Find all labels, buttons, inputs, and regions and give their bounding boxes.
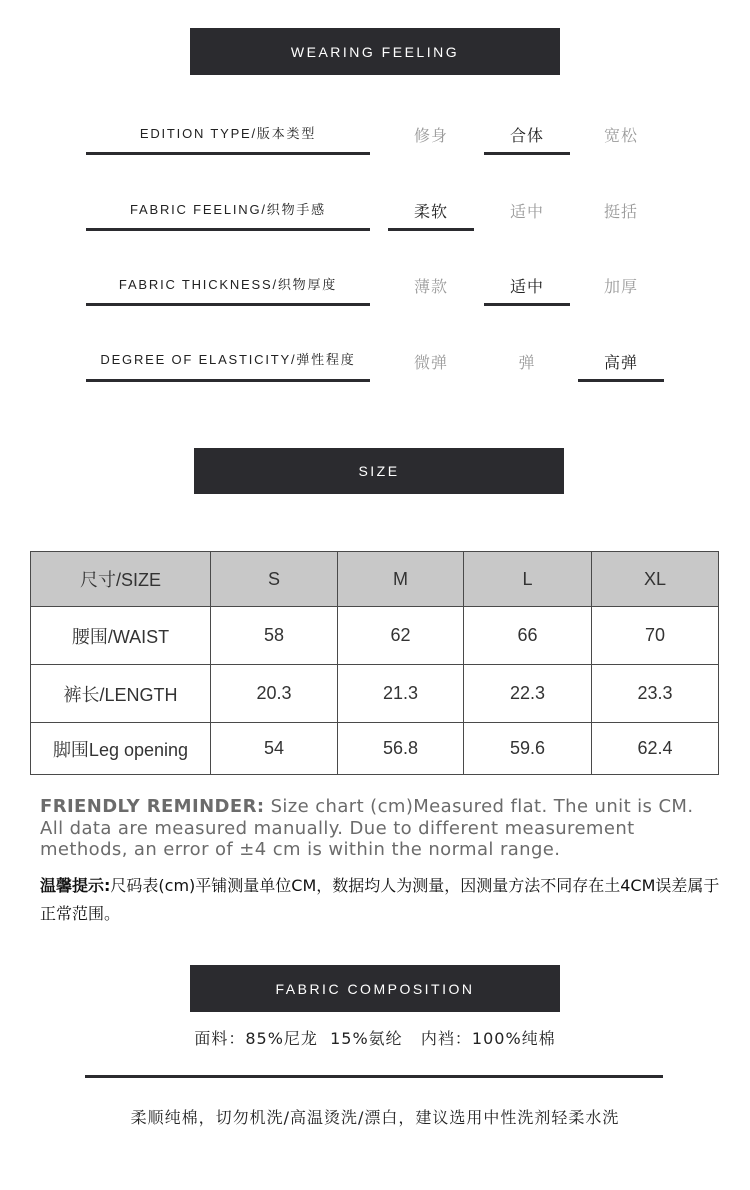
table-row <box>31 665 719 723</box>
size-cell: 70 <box>592 607 719 665</box>
size-cell: 23.3 <box>592 665 719 723</box>
feeling-option: 挺括 <box>603 202 638 221</box>
feeling-label-edition-type: EDITION TYPE/版本类型 <box>139 126 317 141</box>
feeling-underline <box>86 152 370 155</box>
table-row <box>31 723 719 775</box>
table-row <box>31 607 719 665</box>
size-cell: 21.3 <box>338 665 464 723</box>
chinese-reminder <box>40 872 720 928</box>
selected-option-underline <box>484 152 570 155</box>
size-cell: 66 <box>464 607 592 665</box>
size-row-label: 脚围Leg opening <box>31 723 211 775</box>
size-table <box>30 551 719 775</box>
feeling-underline <box>86 379 370 382</box>
care-instructions: 柔顺纯棉，切勿机洗/高温烫洗/漂白，建议选用中性洗剂轻柔水洗 <box>130 1108 620 1127</box>
size-title: SIZE <box>358 463 400 479</box>
size-banner <box>194 448 564 494</box>
feeling-option: 柔软 <box>413 202 448 221</box>
wearing-feeling-title: WEARING FEELING <box>290 43 460 60</box>
fabric-composition-banner <box>190 965 560 1012</box>
friendly-reminder-text: Size chart (cm)Measured flat. The unit is CM. All data are measured manually. Due to different measurement methods, an error of ±4 cm is within the normal range. <box>40 796 694 860</box>
size-header-cell: L <box>464 552 592 607</box>
size-row-label: 腰围/WAIST <box>31 607 211 665</box>
size-header-cell: 尺寸/SIZE <box>31 552 211 607</box>
feeling-option: 适中 <box>509 202 544 221</box>
fabric-composition-title: FABRIC COMPOSITION <box>275 980 475 997</box>
feeling-option: 薄款 <box>413 277 448 296</box>
size-header-cell: XL <box>592 552 719 607</box>
fabric-divider <box>85 1075 663 1078</box>
size-header-cell: S <box>211 552 338 607</box>
feeling-option: 修身 <box>413 126 448 145</box>
feeling-option: 加厚 <box>603 277 638 296</box>
friendly-reminder-title: FRIENDLY REMINDER: <box>40 796 265 817</box>
size-table-header-row <box>31 552 719 607</box>
size-row-label: 裤长/LENGTH <box>31 665 211 723</box>
feeling-label-fabric-thickness: FABRIC THICKNESS/织物厚度 <box>118 277 338 292</box>
size-cell: 56.8 <box>338 723 464 775</box>
size-cell: 20.3 <box>211 665 338 723</box>
size-cell: 59.6 <box>464 723 592 775</box>
feeling-label-fabric-feeling: FABRIC FEELING/织物手感 <box>129 202 326 217</box>
feeling-option: 弹 <box>518 353 536 372</box>
feeling-option: 微弹 <box>413 353 448 372</box>
wearing-feeling-banner <box>190 28 560 75</box>
feeling-option: 适中 <box>509 277 544 296</box>
size-cell: 54 <box>211 723 338 775</box>
chinese-reminder-text: 尺码表(cm)平铺测量单位CM，数据均人为测量，因测量方法不同存在土4CM误差属于正常范围。 <box>40 876 720 923</box>
selected-option-underline <box>484 303 570 306</box>
feeling-underline <box>86 303 370 306</box>
size-cell: 62.4 <box>592 723 719 775</box>
chinese-reminder-title: 温馨提示: <box>40 876 111 895</box>
feeling-option: 合体 <box>509 126 544 145</box>
size-cell: 62 <box>338 607 464 665</box>
selected-option-underline <box>388 228 474 231</box>
feeling-option: 高弹 <box>603 353 638 372</box>
selected-option-underline <box>578 379 664 382</box>
feeling-underline <box>86 228 370 231</box>
friendly-reminder <box>40 796 700 861</box>
fabric-composition-text: 面料：85%尼龙 15%氨纶 内裆：100%纯棉 <box>194 1029 556 1048</box>
size-cell: 58 <box>211 607 338 665</box>
size-header-cell: M <box>338 552 464 607</box>
size-cell: 22.3 <box>464 665 592 723</box>
feeling-option: 宽松 <box>603 126 638 145</box>
feeling-label-elasticity: DEGREE OF ELASTICITY/弹性程度 <box>100 352 356 367</box>
